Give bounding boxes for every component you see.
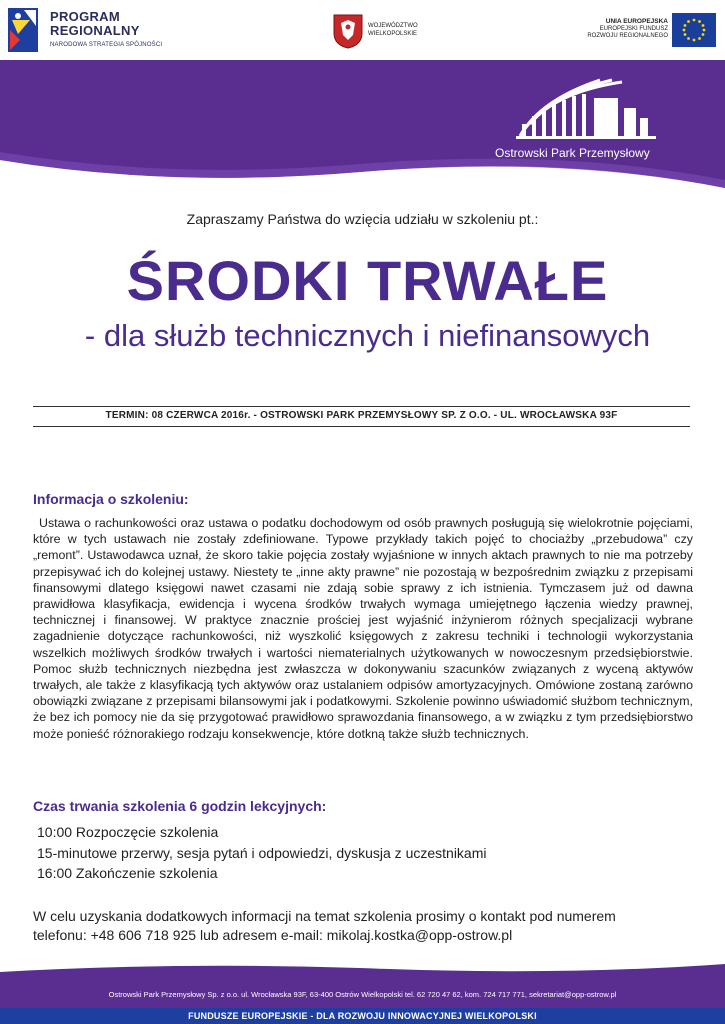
wojewodztwo-logo [332, 13, 432, 49]
page-title: ŚRODKI TRWAŁE [126, 249, 609, 312]
footer-funds-bar [0, 1008, 725, 1024]
footer-address: Ostrowski Park Przemysłowy Sp. z o.o. ul. Wrocławska 93F, 63-400 Ostrów Wielkopolski tel. 62 720 47 62, kom. 724 717 771, sekretariat@opp-ostrow.pl [108, 990, 617, 999]
divider-bottom [33, 426, 690, 427]
woj-line1: WOJEWÓDZTWO [368, 23, 418, 29]
page-subtitle: - dla służb technicznych i niefinansowych [84, 318, 651, 353]
program-line2: REGIONALNY [50, 23, 140, 38]
intro-text: Zapraszamy Państwa do wzięcia udziału w szkoleniu pt.: [186, 211, 539, 227]
schedule-heading: Czas trwania szkolenia 6 godzin lekcyjnych: [33, 798, 327, 814]
contact-info [33, 907, 693, 945]
program-regionalny-emblem-icon [6, 6, 46, 56]
footer-funds-text: FUNDUSZE EUROPEJSKIE - DLA ROZWOJU INNOWACYJNEJ WIELKOPOLSKI [188, 1011, 537, 1021]
termin-line: TERMIN: 08 CZERWCA 2016r. - OSTROWSKI PARK PRZEMYSŁOWY SP. Z O.O. - UL. WROCŁAWSKA 93F [105, 410, 618, 421]
info-body [33, 515, 693, 742]
woj-line2: WIELKOPOLSKIE [368, 31, 418, 37]
program-regionalny-logo [6, 6, 181, 56]
ue-line3: ROZWOJU REGIONALNEGO [587, 33, 668, 39]
ue-line2: EUROPEJSKI FUNDUSZ [599, 26, 668, 32]
ue-line1: UNIA EUROPEJSKA [605, 18, 668, 25]
program-line1: PROGRAM [50, 9, 120, 24]
contact-line2: telefonu: +48 606 718 925 lub adresem e-mail: mikolaj.kostka@opp-ostrow.pl [33, 927, 513, 943]
info-heading: Informacja o szkoleniu: [33, 491, 189, 507]
footer-banner [0, 962, 725, 1008]
header-banner [0, 60, 725, 200]
info-paragraph: Ustawa o rachunkowości oraz ustawa o podatku dochodowym od osób prawnych posługują się wielokrotnie pojęciami, które w tych ustawach nie zostały zdefiniowane. Typowe przykłady takich pojęć to chociażby „przebudowa” czy „remont”. Ustawodawca uznał, że skoro takie pojęcia zostały wyjaśnione w innych aktach prawnych to nie ma potrzeby przepisywać ich do kolejnej ustawy. Niestety te „inne akty prawne” nie pozostają w bezpośrednim związku z przepisami finansowymi dlatego księgowi nawet czasami nie zdają sobie sprawy z ich istnienia. Tymczasem już od dawna prawidłowa klasyfikacja, ewidencja i wycena środków trwałych wymaga umiejętnego łączenia wiedzy prawnej, technicznej i finansowej. W praktyce znacznie prościej jest wyjaśnić inżynierom różnych specjalizacji wybrane zagadnienie dotyczące rachunkowości, niż wyszkolić księgowych z zakresu techniki i technologii wykorzystania wszelkich możliwych środków trwałych i wartości niematerialnych użytkowanych w nowoczesnym przedsiębiorstwie. Pomoc służb technicznych niezbędna jest zwłaszcza w dokonywaniu szacunków związanych z wyceną aktywów trwałych, ale także z klasyfikacją tych aktywów oraz ustalaniem odpisów amortyzacyjnych. Omówione zostaną zarówno obowiązki związane z przepisami bilansowymi jak i podatkowymi. Szkolenie powinno uświadomić służbom technicznym, że bez ich pomocy nie da się przygotować prawidłowo sprawozdania finansowego, a w związku z tym przedsiębiorstwo może ponieść różnorakiego rodzaju konsekwencje, które dotkną także służb technicznych. [33, 516, 693, 741]
coat-of-arms-icon [332, 13, 364, 49]
schedule-list [37, 822, 487, 884]
banner-brand: Ostrowski Park Przemysłowy [495, 146, 650, 160]
program-line3: NARODOWA STRATEGIA SPÓJNOŚCI [50, 42, 163, 48]
contact-line1: W celu uzyskania dodatkowych informacji na temat szkolenia prosimy o kontakt pod numerem [33, 908, 616, 924]
schedule-item: 16:00 Zakończenie szkolenia [37, 865, 218, 881]
eu-logo [574, 13, 716, 53]
eu-flag-icon [672, 13, 716, 47]
divider-top [33, 406, 690, 407]
schedule-item: 10:00 Rozpoczęcie szkolenia [37, 824, 219, 840]
schedule-item: 15-minutowe przerwy, sesja pytań i odpowiedzi, dyskusja z uczestnikami [37, 844, 487, 861]
